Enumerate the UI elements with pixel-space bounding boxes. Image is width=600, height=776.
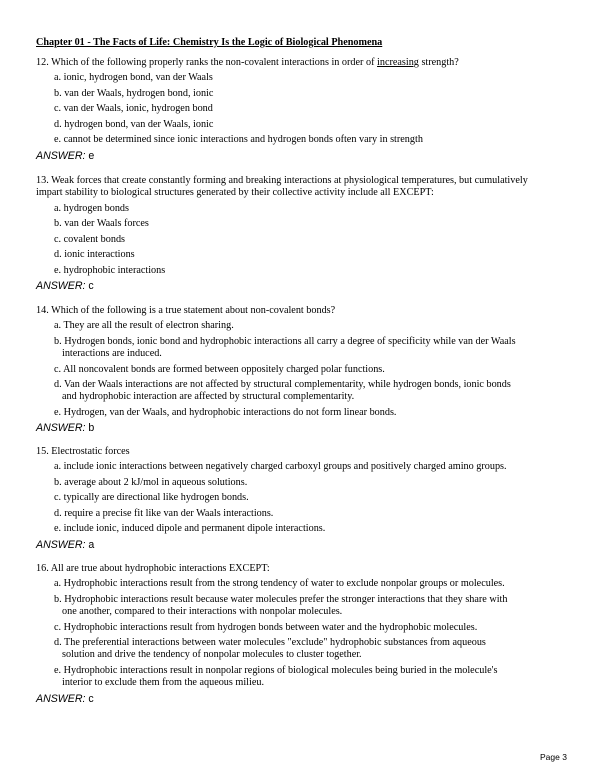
answer-line [36, 693, 572, 706]
question-number: 16. [36, 563, 49, 574]
answer-label: ANSWER: [36, 280, 86, 293]
page-number: Page 3 [540, 752, 567, 762]
choice-d: d. The preferential interactions between water molecules "exclude" hydrophobic substances from aqueous solution and drive the tendency of nonpolar molecules to cluster together. [54, 637, 486, 661]
choice-d: d. Van der Waals interactions are not affected by structural complementarity, while hydrogen bonds, ionic bonds and hydrophobic interaction are affected by structural complementarity. [54, 379, 511, 403]
question-stem: 15. Electrostatic forces [36, 446, 130, 457]
choice-a: a. They are all the result of electron sharing. [54, 320, 234, 332]
answer-value: e [88, 149, 95, 162]
answer-choices [36, 203, 572, 277]
choice-c: c. covalent bonds [54, 233, 126, 245]
choice-b: b. van der Waals, hydrogen bond, ionic [54, 87, 214, 99]
choice-d: d. ionic interactions [54, 249, 135, 261]
answer-label: ANSWER: [36, 538, 86, 551]
choice-d: d. require a precise fit like van der Waals interactions. [54, 507, 274, 519]
question-15 [36, 446, 572, 552]
question-number: 14. [36, 305, 49, 316]
answer-choices [36, 320, 572, 419]
answer-line [36, 422, 572, 435]
choice-e: e. cannot be determined since ionic interactions and hydrogen bonds often vary in strength [54, 134, 423, 146]
answer-label: ANSWER: [36, 692, 86, 705]
answer-line [36, 539, 572, 552]
question-stem: 14. Which of the following is a true statement about non-covalent bonds? [36, 305, 336, 316]
choice-c: c. Hydrophobic interactions result from hydrogen bonds between water and the hydrophobic molecules. [54, 621, 478, 633]
choice-e: e. hydrophobic interactions [54, 264, 166, 276]
answer-label: ANSWER: [36, 422, 86, 435]
choice-e: e. Hydrophobic interactions result in nonpolar regions of biological molecules being buried in the molecule's interior to exclude them from the aqueous milieu. [54, 664, 498, 689]
choice-b: b. Hydrogen bonds, ionic bond and hydrophobic interactions all carry a degree of specificity while van der Waals interactions are induced. [54, 335, 516, 360]
answer-choices [36, 461, 572, 535]
answer-choices [36, 578, 572, 689]
choice-e: e. Hydrogen, van der Waals, and hydrophobic interactions do not form linear bonds. [54, 406, 397, 418]
answer-value: a [88, 538, 95, 551]
answer-value: c [88, 280, 94, 293]
question-number: 15. [36, 446, 49, 457]
answer-value: c [88, 692, 94, 705]
question-12 [36, 57, 572, 163]
answer-label: ANSWER: [36, 149, 86, 162]
stem-text: strength? [418, 57, 459, 68]
question-stem: 13. Weak forces that create constantly forming and breaking interactions at physiological temperatures, but cumulatively impart stability to biological structures generated by their collective activity include all EXCEPT: [36, 175, 528, 199]
answer-value: b [88, 422, 95, 435]
question-stem: 16. All are true about hydrophobic interactions EXCEPT: [36, 563, 270, 574]
answer-choices [36, 72, 572, 146]
question-number: 13. [36, 175, 49, 186]
question-14 [36, 305, 572, 435]
choice-b: b. average about 2 kJ/mol in aqueous solutions. [54, 476, 248, 488]
stem-underlined-text: increasing [377, 57, 419, 68]
choice-b: b. van der Waals forces [54, 218, 149, 230]
question-16 [36, 563, 572, 706]
chapter-title: Chapter 01 - The Facts of Life: Chemistry Is the Logic of Biological Phenomena [36, 37, 383, 48]
choice-c: c. All noncovalent bonds are formed between oppositely charged polar functions. [54, 363, 385, 375]
answer-line [36, 280, 572, 293]
question-13 [36, 175, 572, 293]
choice-a: a. Hydrophobic interactions result from the strong tendency of water to exclude nonpolar groups or molecules. [54, 578, 505, 590]
answer-line [36, 150, 572, 163]
choice-a: a. ionic, hydrogen bond, van der Waals [54, 72, 213, 84]
question-stem [36, 57, 572, 69]
choice-b: b. Hydrophobic interactions result because water molecules prefer the stronger interactions that they share with one another, compared to their interactions with nonpolar molecules. [54, 593, 508, 618]
choice-a: a. hydrogen bonds [54, 202, 129, 214]
choice-d: d. hydrogen bond, van der Waals, ionic [54, 118, 214, 130]
choice-c: c. van der Waals, ionic, hydrogen bond [54, 103, 213, 115]
choice-e: e. include ionic, induced dipole and permanent dipole interactions. [54, 523, 326, 535]
choice-c: c. typically are directional like hydrogen bonds. [54, 492, 249, 504]
stem-text: Which of the following properly ranks the non-covalent interactions in order of [51, 57, 378, 68]
question-number: 12. [36, 57, 49, 68]
choice-a: a. include ionic interactions between negatively charged carboxyl groups and positively charged amino groups. [54, 461, 507, 473]
